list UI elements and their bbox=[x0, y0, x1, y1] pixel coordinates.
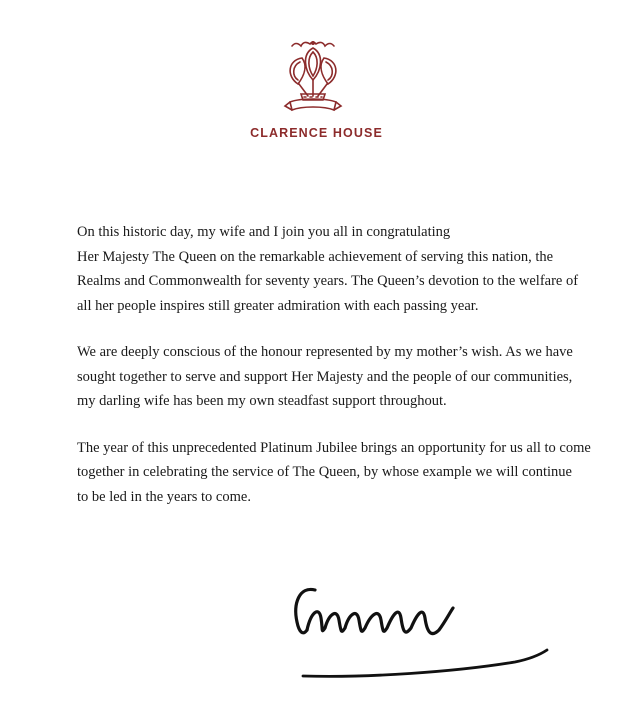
text-line: to be led in the years to come. bbox=[77, 488, 251, 505]
text-line: together in celebrating the service of The Queen, by whose example we will continue bbox=[77, 464, 572, 480]
prince-of-wales-feathers-icon bbox=[282, 40, 344, 118]
text-line: The year of this unprecedented Platinum Jubilee brings an opportunity for us all to come bbox=[77, 439, 591, 456]
text-line: Her Majesty The Queen on the remarkable achievement of serving this nation, the bbox=[77, 248, 554, 265]
paragraph-3 bbox=[77, 436, 591, 510]
handwritten-signature bbox=[285, 578, 555, 688]
text-line: On this historic day, my wife and I join you all in congratulating bbox=[77, 224, 451, 240]
paragraph-1 bbox=[77, 220, 577, 318]
text-line: all her people inspires still greater admiration with each passing year. bbox=[77, 297, 479, 314]
letter-body bbox=[77, 220, 591, 531]
text-line: We are deeply conscious of the honour represented by my mother’s wish. As we have bbox=[77, 344, 573, 360]
letterhead-title: CLARENCE HOUSE bbox=[250, 126, 383, 140]
text-line: Realms and Commonwealth for seventy years. The Queen’s devotion to the welfare of bbox=[77, 273, 579, 289]
paragraph-2 bbox=[77, 340, 577, 414]
text-line: my darling wife has been my own steadfast support throughout. bbox=[77, 393, 447, 409]
text-line: sought together to serve and support Her Majesty and the people of our communities, bbox=[77, 368, 573, 385]
